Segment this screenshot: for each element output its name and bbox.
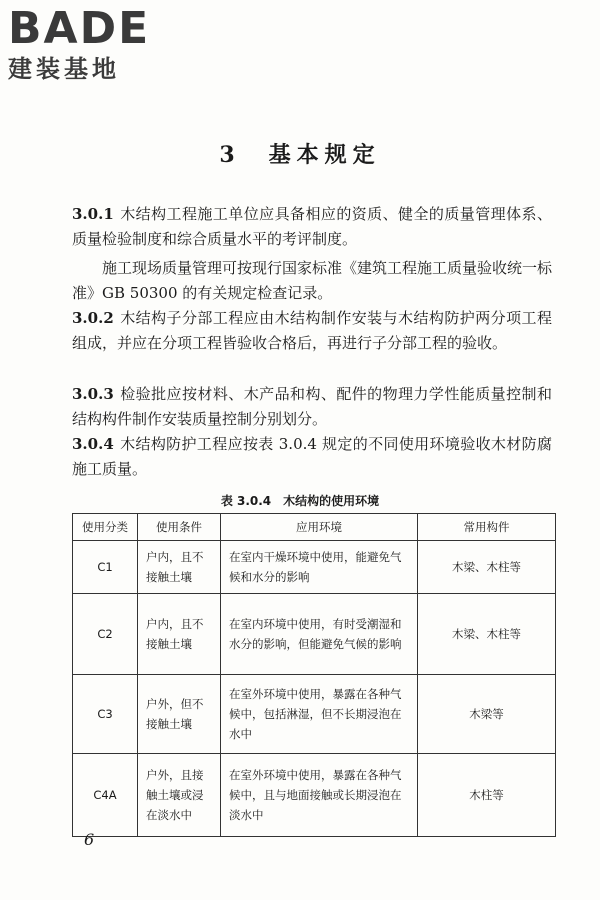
clause-3-0-3: [72, 382, 552, 432]
usage-environment-table: [72, 513, 556, 837]
header-condition: 使用条件: [138, 514, 221, 541]
logo-subtitle: 建装基地: [8, 55, 120, 83]
table-row: [73, 754, 556, 837]
cell-components: 木梁、木柱等: [418, 541, 556, 594]
clause-3-0-2: [72, 306, 552, 356]
brand-logo: [8, 3, 151, 84]
clause-text: 木结构工程施工单位应具备相应的资质、健全的质量管理体系、质量检验制度和综合质量水平的考评制度。: [72, 205, 552, 248]
clause-3-0-1: [72, 202, 552, 252]
cell-components: 木梁等: [418, 675, 556, 754]
cell-condition: 户外，但不接触土壤: [138, 675, 221, 754]
cell-class: C3: [73, 675, 138, 754]
clause-number: 3.0.2: [72, 309, 114, 327]
table-caption: 表 3.0.4 木结构的使用环境: [220, 494, 380, 508]
cell-environment: 在室外环境中使用，暴露在各种气候中，包括淋湿，但不长期浸泡在水中: [221, 675, 418, 754]
clause-text: 施工现场质量管理可按现行国家标准《建筑工程施工质量验收统一标准》GB 50300 的有关规定检查记录。: [72, 259, 553, 302]
clause-text: 木结构子分部工程应由木结构制作安装与木结构防护两分项工程组成，并应在分项工程皆验收合格后，再进行子分部工程的验收。: [72, 309, 552, 352]
table-row: [73, 541, 556, 594]
table-header-row: [73, 514, 556, 541]
cell-environment: 在室外环境中使用，暴露在各种气候中，且与地面接触或长期浸泡在淡水中: [221, 754, 418, 837]
logo-brand: BADE: [8, 3, 151, 54]
cell-environment: 在室内环境中使用，有时受潮湿和水分的影响，但能避免气候的影响: [221, 594, 418, 675]
cell-condition: 户外，且接触土壤或浸在淡水中: [138, 754, 221, 837]
cell-class: C2: [73, 594, 138, 675]
clause-number: 3.0.3: [72, 385, 114, 403]
clause-note: [72, 256, 552, 306]
cell-components: 木梁、木柱等: [418, 594, 556, 675]
chapter-title: 3 基本规定: [219, 142, 381, 168]
clause-number: 3.0.1: [72, 205, 114, 223]
header-class: 使用分类: [73, 514, 138, 541]
cell-environment: 在室内干燥环境中使用，能避免气候和水分的影响: [221, 541, 418, 594]
table-row: [73, 675, 556, 754]
cell-condition: 户内，且不接触土壤: [138, 594, 221, 675]
clause-3-0-4: [72, 432, 552, 482]
cell-class: C1: [73, 541, 138, 594]
cell-components: 木柱等: [418, 754, 556, 837]
clause-text: 木结构防护工程应按表 3.0.4 规定的不同使用环境验收木材防腐施工质量。: [72, 435, 552, 478]
clause-number: 3.0.4: [72, 435, 114, 453]
table-row: [73, 594, 556, 675]
header-components: 常用构件: [418, 514, 556, 541]
page-number: 6: [84, 830, 95, 849]
clause-text: 检验批应按材料、木产品和构、配件的物理力学性能质量控制和结构构件制作安装质量控制分别划分。: [72, 385, 552, 428]
header-environment: 应用环境: [221, 514, 418, 541]
cell-class: C4A: [73, 754, 138, 837]
cell-condition: 户内，且不接触土壤: [138, 541, 221, 594]
